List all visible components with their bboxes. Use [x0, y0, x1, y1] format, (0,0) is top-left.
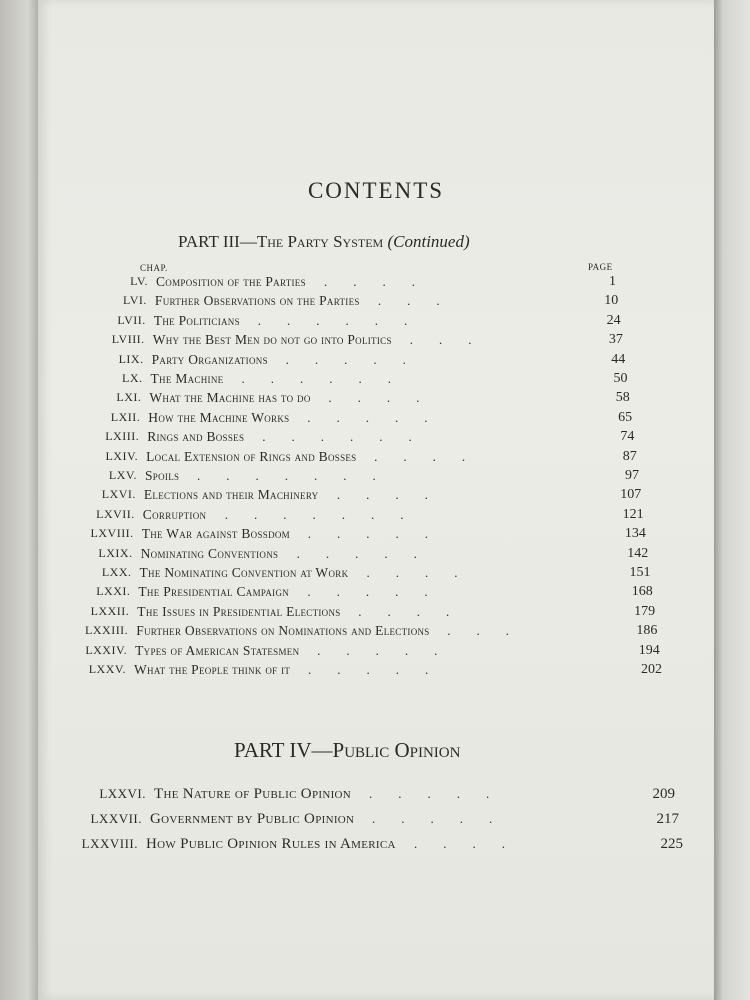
leader-dots: . . . . . . [262, 429, 412, 445]
leader-dots: . . . . . . [257, 312, 408, 328]
chapter-title: What the People think of it [134, 662, 291, 677]
chapter-number: LXIV. [105, 448, 139, 463]
book-edge [714, 0, 750, 1000]
chapter-title: The War against Bossdom [141, 526, 290, 542]
toc-row [38, 836, 714, 856]
page-column-label: PAGE [588, 262, 613, 272]
chapter-number: LXVIII. [90, 526, 134, 541]
page-number: 179 [634, 603, 656, 619]
chapter-number: LXI. [116, 390, 142, 405]
part-four-label: PART IV [234, 738, 312, 762]
chapter-number: LV. [130, 274, 148, 288]
page-number: 1 [609, 274, 616, 289]
chapter-number: LXXVIII. [81, 836, 138, 851]
leader-dots: . . . . . [372, 811, 493, 826]
toc-row [38, 429, 714, 449]
part-four-dash: — [311, 738, 333, 762]
toc-row [38, 662, 714, 682]
chapter-number: LXVII. [96, 506, 135, 521]
chapter-title: How the Machine Works [148, 409, 290, 425]
page-number: 121 [622, 506, 644, 522]
chapter-title: Rings and Bosses [147, 429, 245, 445]
leader-dots: . . . . . [307, 526, 428, 542]
page-number: 217 [656, 811, 679, 827]
page-number: 37 [608, 332, 623, 348]
chapter-number: LXXVII. [90, 811, 142, 826]
page-number: 202 [641, 662, 662, 677]
part-three-dash: — [239, 232, 257, 251]
page-number: 50 [613, 371, 628, 386]
chapter-number: LXVI. [101, 487, 136, 502]
page-number: 209 [652, 786, 675, 802]
page-number: 24 [606, 312, 621, 328]
toc-row [38, 584, 714, 604]
chapter-number: LXXVI. [99, 786, 146, 801]
leader-dots: . . . [447, 623, 509, 639]
chapter-title: Elections and their Machinery [143, 487, 319, 503]
leader-dots: . . . . . . . [197, 468, 376, 483]
toc-row [38, 786, 714, 806]
leader-dots: . . . . . . [241, 371, 391, 386]
leader-dots: . . . . . [369, 786, 490, 801]
chapter-number: LXXI. [96, 584, 131, 599]
toc-row [38, 604, 714, 624]
chapter-number: LX. [122, 371, 143, 385]
contents-heading: CONTENTS [307, 178, 445, 203]
chapter-title: Government by Public Opinion [150, 811, 355, 827]
chapter-number: LXIII. [105, 429, 140, 444]
part-three-heading [178, 232, 470, 252]
toc-row [38, 371, 714, 391]
page-number: 225 [660, 836, 683, 852]
leader-dots: . . . . [336, 487, 428, 503]
chapter-number: LXV. [108, 468, 137, 482]
page-number: 58 [615, 390, 630, 406]
chapter-column-label: CHAP. [140, 263, 168, 273]
chapter-title: The Machine [150, 371, 224, 386]
book-page [38, 0, 714, 1000]
part-three-label: PART III [178, 232, 240, 251]
toc-row [38, 274, 714, 294]
leader-dots: . . . . [324, 274, 415, 289]
facing-page-edge [0, 0, 40, 1000]
chapter-number: LVI. [123, 293, 147, 308]
chapter-title: The Presidential Campaign [138, 584, 290, 600]
leader-dots: . . . . . [317, 642, 438, 658]
chapter-title: Local Extension of Rings and Bosses [146, 448, 357, 464]
toc-row [38, 623, 714, 643]
leader-dots: . . . . [358, 603, 450, 619]
leader-dots: . . . . [328, 390, 420, 406]
page-number: 107 [620, 487, 642, 503]
part-four-title: Public Opinion [332, 738, 461, 762]
chapter-title: The Issues in Presidential Elections [137, 603, 341, 619]
toc-row [38, 293, 714, 313]
chapter-number: LXXII. [90, 603, 130, 618]
toc-row [38, 565, 714, 585]
leader-dots: . . . . [366, 565, 458, 580]
leader-dots: . . . . . [307, 409, 428, 425]
part-three-title: The Party System [256, 232, 384, 251]
leader-dots: . . . . . [285, 351, 406, 367]
leader-dots: . . . . . [296, 545, 417, 561]
toc-row [38, 352, 714, 372]
page-number: 194 [638, 642, 660, 658]
toc-row [38, 526, 714, 546]
chapter-number: LXX. [101, 565, 132, 579]
chapter-title: The Politicians [153, 312, 240, 328]
leader-dots: . . . . . . . [224, 506, 404, 522]
chapter-title: Composition of the Parties [156, 274, 306, 289]
toc-row [38, 546, 714, 566]
page-number: 168 [631, 584, 653, 600]
toc-row [38, 332, 714, 352]
chapter-title: How Public Opinion Rules in America [146, 836, 396, 852]
chapter-title: Further Observations on the Parties [154, 293, 360, 309]
chapter-title: Why the Best Men do not go into Politics [152, 332, 392, 348]
chapter-title: Corruption [142, 506, 207, 522]
toc-row [38, 468, 714, 488]
part-three-continued: (Continued) [387, 232, 470, 251]
page-number: 142 [627, 545, 649, 561]
page-number: 186 [636, 623, 658, 639]
toc-row [38, 487, 714, 507]
toc-row [38, 811, 714, 831]
chapter-title: The Nominating Convention at Work [139, 565, 349, 580]
toc-row [38, 313, 714, 333]
page-number: 74 [620, 429, 635, 445]
page-number: 44 [611, 351, 626, 367]
page-number: 151 [629, 565, 651, 580]
page-number: 65 [618, 409, 633, 425]
chapter-number: LXXIV. [85, 642, 128, 657]
part-four-heading [234, 738, 460, 763]
toc-row [38, 390, 714, 410]
toc-row [38, 643, 714, 663]
toc-row [38, 449, 714, 469]
leader-dots: . . . . . [307, 584, 428, 600]
leader-dots: . . . . . [308, 662, 429, 677]
page-number: 87 [622, 448, 637, 464]
chapter-title: Types of American Statesmen [135, 642, 300, 658]
leader-dots: . . . . [414, 836, 505, 851]
chapter-number: LXXIII. [85, 623, 129, 638]
chapter-number: LVIII. [111, 332, 145, 347]
leader-dots: . . . [377, 293, 440, 309]
chapter-title: The Nature of Public Opinion [154, 786, 352, 802]
toc-row [38, 507, 714, 527]
leader-dots: . . . [409, 332, 472, 348]
chapter-number: LIX. [118, 351, 144, 366]
chapter-title: What the Machine has to do [149, 390, 311, 406]
chapter-number: LXXV. [88, 662, 126, 676]
page-number: 10 [604, 293, 619, 309]
leader-dots: . . . . [374, 448, 466, 464]
page-number: 134 [624, 526, 646, 542]
chapter-number: LXIX. [98, 545, 133, 560]
toc-row [38, 410, 714, 430]
chapter-title: Party Organizations [151, 351, 268, 367]
chapter-number: LVII. [117, 312, 146, 327]
chapter-title: Nominating Conventions [140, 545, 279, 561]
chapter-number: LXII. [110, 409, 141, 424]
page-number: 97 [625, 468, 639, 483]
chapter-title: Spoils [145, 468, 180, 483]
chapter-title: Further Observations on Nominations and Elections [136, 623, 430, 639]
